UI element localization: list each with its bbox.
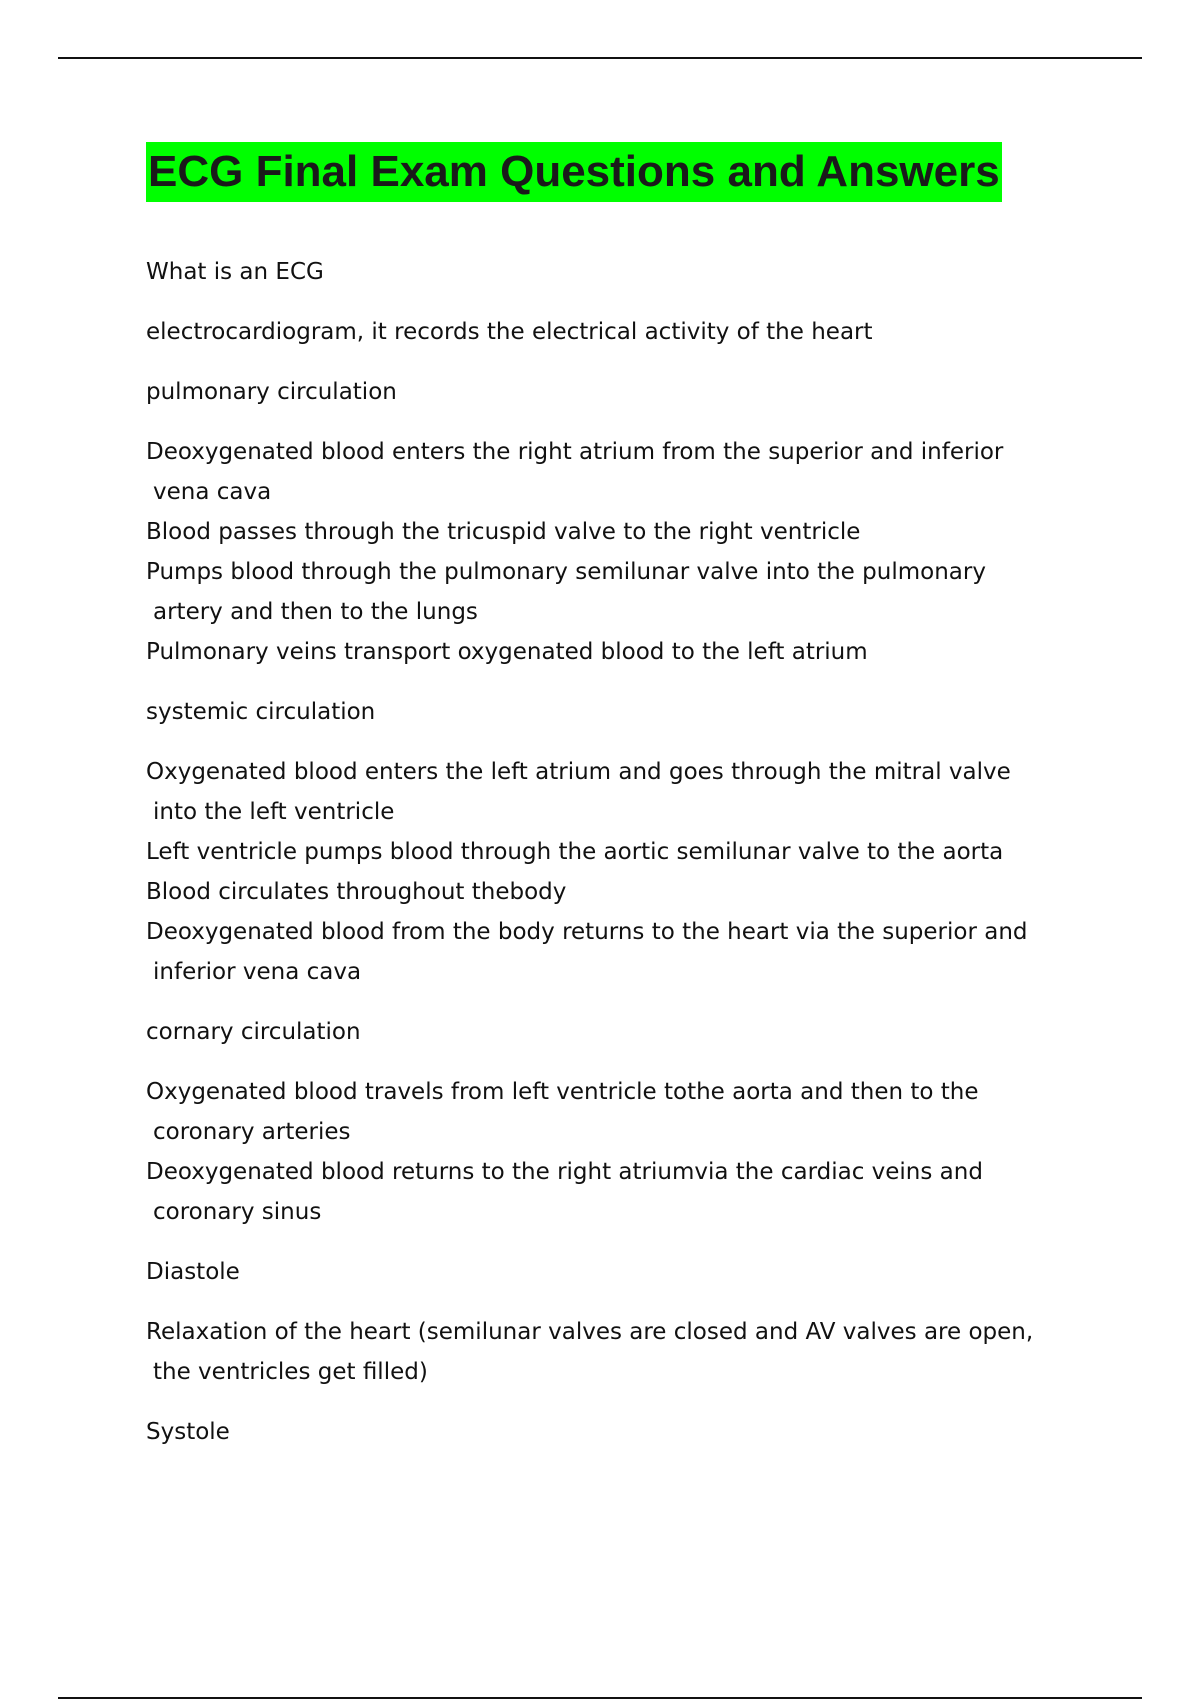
- answer: [146, 752, 1096, 992]
- answer-line: artery and then to the lungs: [153, 599, 478, 625]
- question: Systole: [146, 1419, 230, 1445]
- answer-line: Deoxygenated blood from the body returns to the heart via the superior and: [146, 919, 1028, 945]
- answer: [146, 1312, 1096, 1392]
- title-highlight: [146, 142, 1002, 202]
- bottom-rule: [58, 1697, 1142, 1699]
- question: What is an ECG: [146, 259, 324, 285]
- question: pulmonary circulation: [146, 379, 397, 405]
- answer-line: Pumps blood through the pulmonary semilunar valve into the pulmonary: [146, 559, 986, 585]
- answer-line: Pulmonary veins transport oxygenated blood to the left atrium: [146, 639, 868, 665]
- qa-item-ecg: [146, 252, 1096, 352]
- answer-line: Oxygenated blood enters the left atrium and goes through the mitral valve: [146, 759, 1011, 785]
- qa-item-systole: [146, 1412, 1096, 1452]
- answer-line: vena cava: [153, 479, 272, 505]
- qa-item-systemic-circulation: [146, 692, 1096, 992]
- question: cornary circulation: [146, 1019, 361, 1045]
- answer-line: inferior vena cava: [153, 959, 362, 985]
- answer-line: into the left ventricle: [153, 799, 395, 825]
- answer: [146, 432, 1096, 672]
- qa-item-coronary-circulation: [146, 1012, 1096, 1232]
- document-title: ECG Final Exam Questions and Answers: [148, 147, 1000, 196]
- qa-item-pulmonary-circulation: [146, 372, 1096, 672]
- answer: [146, 1072, 1096, 1232]
- qa-item-diastole: [146, 1252, 1096, 1392]
- answer-line: Blood passes through the tricuspid valve to the right ventricle: [146, 519, 861, 545]
- answer-line: the ventricles get filled): [153, 1359, 428, 1385]
- answer-line: Deoxygenated blood returns to the right atriumvia the cardiac veins and: [146, 1159, 983, 1185]
- question: Diastole: [146, 1259, 240, 1285]
- answer-line: coronary sinus: [153, 1199, 322, 1225]
- page-content: [146, 142, 1096, 1472]
- answer-line: coronary arteries: [153, 1119, 351, 1145]
- answer-line: Deoxygenated blood enters the right atrium from the superior and inferior: [146, 439, 1004, 465]
- answer-line: Oxygenated blood travels from left ventricle tothe aorta and then to the: [146, 1079, 979, 1105]
- question: systemic circulation: [146, 699, 376, 725]
- answer-line: Left ventricle pumps blood through the aortic semilunar valve to the aorta: [146, 839, 1004, 865]
- answer-line: Blood circulates throughout thebody: [146, 879, 567, 905]
- qa-list: [146, 252, 1096, 1452]
- answer-line: Relaxation of the heart (semilunar valves are closed and AV valves are open,: [146, 1319, 1034, 1345]
- answer-line: electrocardiogram, it records the electrical activity of the heart: [146, 319, 873, 345]
- answer: [146, 312, 1096, 352]
- top-rule: [58, 57, 1142, 59]
